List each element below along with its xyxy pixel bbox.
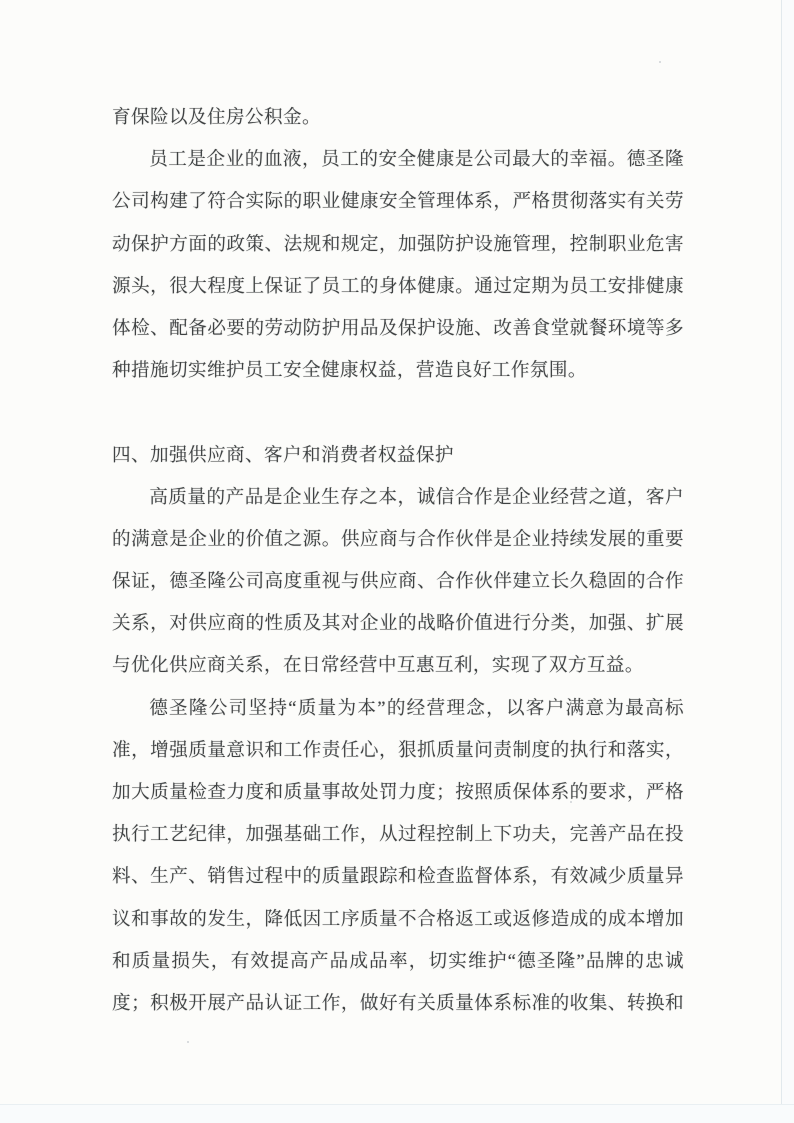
- text-line: 的满意是企业的价值之源。供应商与合作伙伴是企业持续发展的重要: [112, 528, 684, 550]
- text-line: 保证，德圣隆公司高度重视与供应商、合作伙伴建立长久稳固的合作: [112, 571, 684, 593]
- text-line: 料、生产、销售过程中的质量跟踪和检查监督体系，有效减少质量异: [112, 866, 684, 888]
- text-line: 公司构建了符合实际的职业健康安全管理体系，严格贯彻落实有关劳: [112, 191, 684, 213]
- text-line: 和质量损失，有效提高产品成品率，切实维护“德圣隆”品牌的忠诚: [112, 950, 684, 972]
- scan-edge-vertical: [781, 0, 782, 1123]
- text-line: 度；积极开展产品认证工作，做好有关质量体系标准的收集、转换和: [112, 992, 684, 1014]
- scan-bottom-strip: [0, 1105, 794, 1123]
- text-line: 育保险以及住房公积金。: [112, 107, 321, 128]
- section-heading: 四、加强供应商、客户和消费者权益保护: [112, 444, 454, 466]
- text-line: 加大质量检查力度和质量事故处罚力度；按照质保体系的要求，严格: [112, 782, 684, 803]
- scan-speck: [659, 61, 661, 63]
- text-line: 源头，很大程度上保证了员工的身体健康。通过定期为员工安排健康: [112, 275, 684, 297]
- scan-speck: [187, 1041, 189, 1043]
- document-body: [112, 97, 684, 1025]
- text-line: 与优化供应商关系，在日常经营中互惠互利，实现了双方互益。: [112, 655, 644, 677]
- text-line: 准，增强质量意识和工作责任心，狠抓质量问责制度的执行和落实，: [112, 739, 684, 761]
- text-line: 德圣隆公司坚持“质量为本”的经营理念，以客户满意为最高标: [149, 697, 684, 719]
- text-line: 种措施切实维护员工安全健康权益，营造良好工作氛围。: [112, 360, 587, 382]
- text-line: 关系，对供应商的性质及其对企业的战略价值进行分类，加强、扩展: [112, 613, 684, 635]
- text-line: 执行工艺纪律，加强基础工作，从过程控制上下功夫，完善产品在投: [112, 824, 684, 846]
- scan-right-strip: [782, 0, 794, 1123]
- scan-edge-horizontal: [0, 1104, 794, 1105]
- text-line: 议和事故的发生，降低因工序质量不合格返工或返修造成的成本增加: [112, 908, 684, 930]
- text-line: 员工是企业的血液，员工的安全健康是公司最大的幸福。德圣隆: [149, 149, 684, 171]
- text-line: 高质量的产品是企业生存之本，诚信合作是企业经营之道，客户: [149, 486, 684, 508]
- text-line: 动保护方面的政策、法规和规定，加强防护设施管理，控制职业危害: [112, 233, 684, 255]
- text-line: 体检、配备必要的劳动防护用品及保护设施、改善食堂就餐环境等多: [112, 317, 684, 339]
